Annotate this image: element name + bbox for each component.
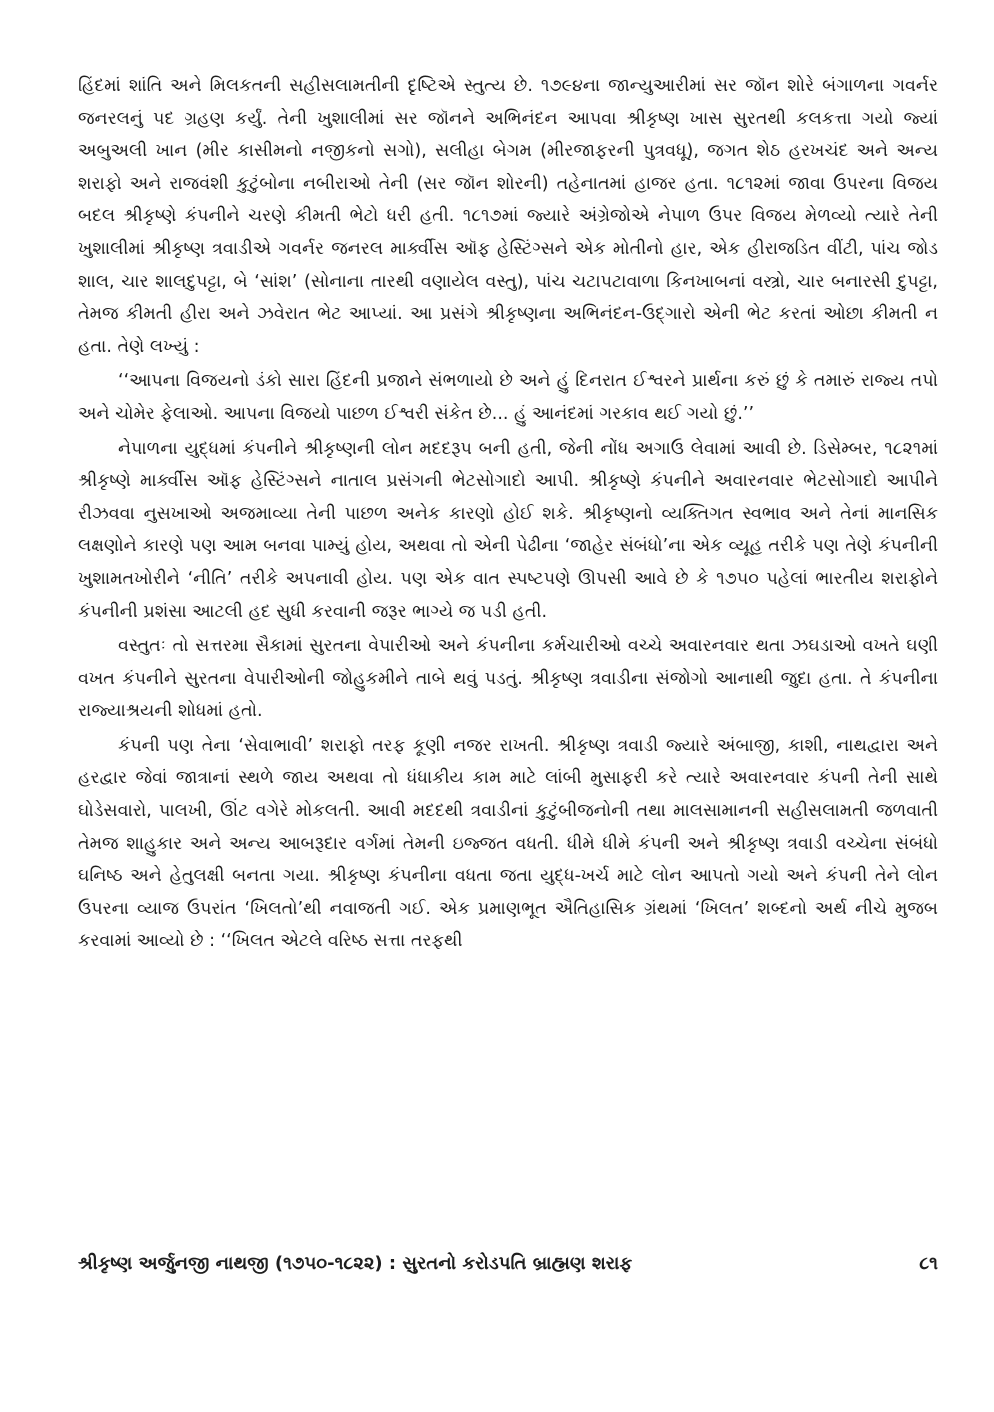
paragraph-5: કંપની પણ તેના ‘સેવાભાવી’ શરાફો તરફ કૂણી નજર રાખતી. શ્રીકૃષ્ણ ત્રવાડી જ્યારે અંબાજી, કાશી, નાથદ્વારા અને હરદ્વાર જેવાં જાત્રાનાં સ્થળે જાય અથવા તો ધંધાકીય કામ માટે લાંબી મુસાફરી કરે ત્યારે અવારનવાર કંપની તેની સાથે ઘોડેસવારો, પાલખી, ઊંટ વગેરે મોકલતી. આવી મદદથી ત્રવાડીનાં કુટુંબીજનોની તથા માલસામાનની સહીસલામતી જળવાતી તેમજ શાહુકાર અને અન્ય આબરૂદાર વર્ગમાં તેમની ઇજ્જત વધતી. ધીમે ધીમે કંપની અને શ્રીકૃષ્ણ ત્રવાડી વચ્ચેના સંબંધો ઘનિષ્ઠ અને હેતુલક્ષી બનતા ગયા. શ્રીકૃષ્ણ કંપનીના વધતા જતા યુદ્ધ-ખર્ચ માટે લોન આપતો ગયો અને કંપની તેને લોન ઉપરના વ્યાજ ઉપરાંત ‘ખિલતો’થી નવાજતી ગઈ. એક પ્રમાણભૂત ઐતિહાસિક ગ્રંથમાં ‘ખિલત’ શબ્દનો અર્થ નીચે મુજબ કરવામાં આવ્યો છે : ‘‘ખિલત એટલે વરિષ્ઠ સત્તા તરફથી xyxy=(78,735,938,952)
page-number: ૮૧ xyxy=(919,1252,938,1274)
running-footer-title: શ્રીકૃષ્ણ અર્જુનજી નાથજી (૧૭૫૦-૧૮૨૨) : સુરતનો કરોડપતિ બ્રાહ્મણ શરાફ xyxy=(78,1252,633,1274)
quotation-paragraph: ‘‘આપના વિજયનો ડંકો સારા હિંદની પ્રજાને સંભળાયો છે અને હું દિનરાત ઈશ્વરને પ્રાર્થના કરું છું કે તમારું રાજ્ય તપો અને ચોમેર ફેલાઓ. આપના વિજયો પાછળ ઈશ્વરી સંકેત છે... હું આનંદમાં ગરકાવ થઈ ગયો છું.’’ xyxy=(78,371,938,424)
page-footer xyxy=(78,1246,938,1280)
paragraph-3: નેપાળના યુદ્ધમાં કંપનીને શ્રીકૃષ્ણની લોન મદદરૂપ બની હતી, જેની નોંધ અગાઉ લેવામાં આવી છે. ડિસેમ્બર, ૧૮૨૧માં શ્રીકૃષ્ણે માર્ક્વીસ ઑફ હેસ્ટિંગ્સને નાતાલ પ્રસંગની ભેટસોગાદો આપી. શ્રીકૃષ્ણે કંપનીને અવારનવાર ભેટસોગાદો આપીને રીઝવવા નુસખાઓ અજમાવ્યા તેની પાછળ અનેક કારણો હોઈ શકે. શ્રીકૃષ્ણનો વ્યક્તિગત સ્વભાવ અને તેનાં માનસિક લક્ષણોને કારણે પણ આમ બનવા પામ્યું હોય, અથવા તો એની પેઢીના ‘જાહેર સંબંધો’ના એક વ્યૂહ તરીકે પણ તેણે કંપનીની ખુશામતખોરીને ‘નીતિ’ તરીકે અપનાવી હોય. પણ એક વાત સ્પષ્ટપણે ઊપસી આવે છે કે ૧૭૫૦ પહેલાં ભારતીય શરાફોને કંપનીની પ્રશંસા આટલી હદ સુધી કરવાની જરૂર ભાગ્યે જ પડી હતી. xyxy=(78,438,938,622)
page-body xyxy=(78,70,938,958)
paragraph-4: વસ્તુતઃ તો સત્તરમા સૈકામાં સુરતના વેપારીઓ અને કંપનીના કર્મચારીઓ વચ્ચે અવારનવાર થતા ઝઘડાઓ વખતે ઘણી વખત કંપનીને સુરતના વેપારીઓની જોહુકમીને તાબે થવું પડતું. શ્રીકૃષ્ણ ત્રવાડીના સંજોગો આનાથી જુદા હતા. તે કંપનીના રાજ્યાશ્રયની શોધમાં હતો. xyxy=(78,636,938,722)
paragraph-1: હિંદમાં શાંતિ અને મિલકતની સહીસલામતીની દૃષ્ટિએ સ્તુત્ય છે. ૧૭૯૪ના જાન્યુઆરીમાં સર જૉન શોરે બંગાળના ગવર્નર જનરલનું પદ ગ્રહણ કર્યું. તેની ખુશાલીમાં સર જૉનને અભિનંદન આપવા શ્રીકૃષ્ણ ખાસ સુરતથી કલકત્તા ગયો જ્યાં અબુઅલી ખાન (મીર કાસીમનો નજીકનો સગો), સલીહા બેગમ (મીરજાફરની પુત્રવધૂ), જગત શેઠ હરખચંદ અને અન્ય શરાફો અને રાજવંશી કુટુંબોના નબીરાઓ તેની (સર જૉન શોરની) તહેનાતમાં હાજર હતા. ૧૮૧૨માં જાવા ઉપરના વિજય બદલ શ્રીકૃષ્ણે કંપનીને ચરણે કીમતી ભેટો ધરી હતી. ૧૮૧૭માં જ્યારે અંગ્રેજોએ નેપાળ ઉપર વિજય મેળવ્યો ત્યારે તેની ખુશાલીમાં શ્રીકૃષ્ણ ત્રવાડીએ ગવર્નર જનરલ માર્ક્વીસ ઑફ હેસ્ટિંગ્સને એક મોતીનો હાર, એક હીરાજડિત વીંટી, પાંચ જોડ શાલ, ચાર શાલદુપટ્ટા, બે ‘સાંશ’ (સોનાના તારથી વણાયેલ વસ્તુ), પાંચ ચટાપટાવાળા કિનખાબનાં વસ્ત્રો, ચાર બનારસી દુપટ્ટા, તેમજ કીમતી હીરા અને ઝવેરાત ભેટ આપ્યાં. આ પ્રસંગે શ્રીકૃષ્ણના અભિનંદન-ઉદ્ગારો એની ભેટ કરતાં ઓછા કીમતી ન હતા. તેણે લખ્યું : xyxy=(78,76,938,357)
